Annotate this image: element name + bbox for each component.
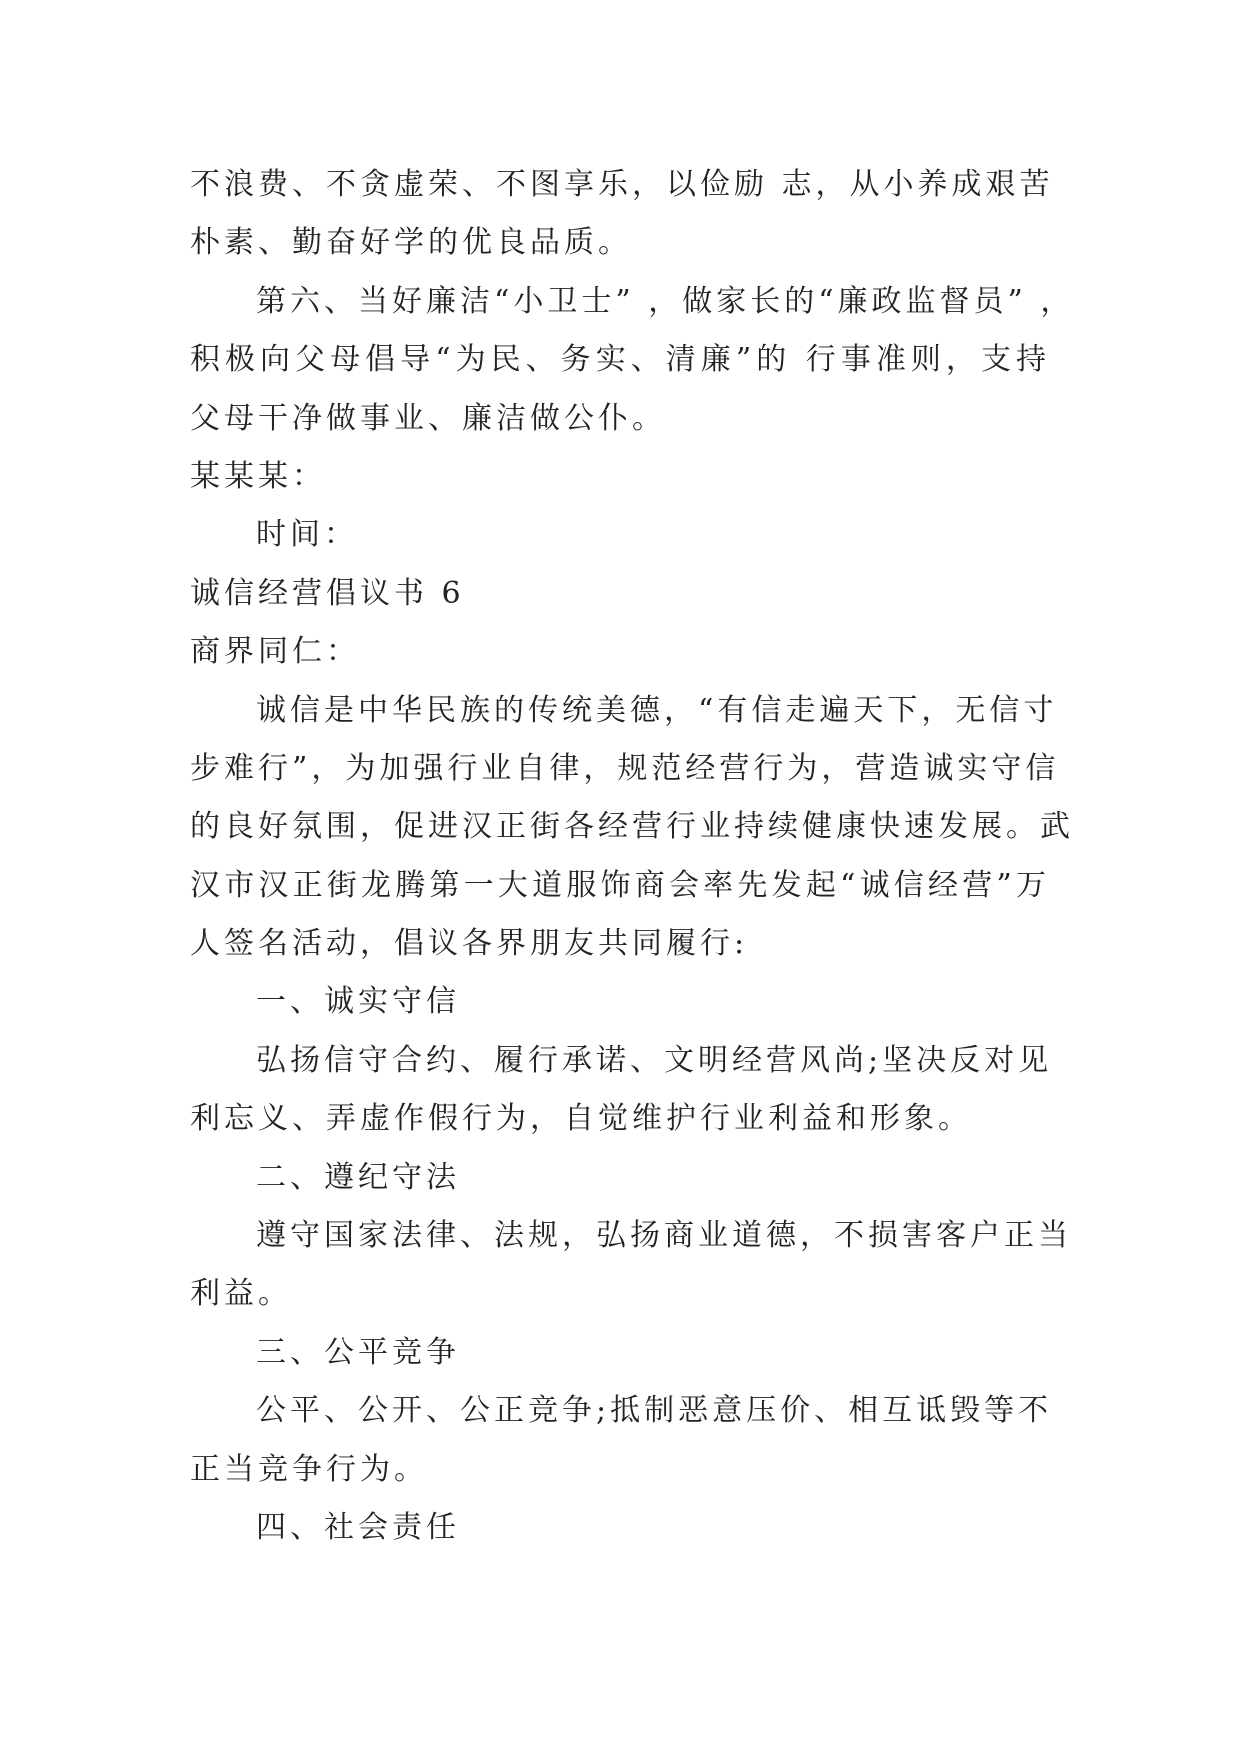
- text-line: 汉市汉正街龙腾第一大道服饰商会率先发起“诚信经营”万: [190, 867, 1050, 903]
- text-line: 一、诚实守信: [256, 984, 460, 1020]
- text-line: 利忘义、弄虚作假行为，自觉维护行业利益和形象。: [190, 1101, 972, 1137]
- text-line: 人签名活动，倡议各界朋友共同履行:: [190, 926, 749, 962]
- text-line: 遵守国家法律、法规，弘扬商业道德，不损害客户正当: [256, 1218, 1072, 1254]
- text-line: 父母干净做事业、廉洁做公仆。: [190, 400, 666, 436]
- text-line: 步难行”，为加强行业自律，规范经营行为，营造诚实守信: [190, 750, 1060, 786]
- text-line: 积极向父母倡导“为民、务实、清廉”的 行事准则，支持: [190, 342, 1050, 378]
- text-line: 诚信是中华民族的传统美德，“有信走遍天下，无信寸: [256, 692, 1058, 728]
- text-line: 正当竞争行为。: [190, 1451, 428, 1487]
- text-line: 的良好氛围，促进汉正街各经营行业持续健康快速发展。武: [190, 809, 1074, 845]
- text-line: 时间：: [256, 517, 358, 553]
- text-line: 公平、公开、公正竞争;抵制恶意压价、相互诋毁等不: [256, 1393, 1053, 1429]
- text-line: 不浪费、不贪虚荣、不图享乐，以俭励 志，从小养成艰苦: [190, 167, 1054, 202]
- text-line: 利益。: [190, 1276, 292, 1312]
- text-line: 二、遵纪守法: [256, 1159, 460, 1195]
- text-line: 朴素、勤奋好学的优良品质。: [190, 225, 632, 261]
- text-line: 三、公平竞争: [256, 1334, 460, 1370]
- text-line: 商界同仁：: [190, 634, 360, 670]
- document-body: [190, 156, 1075, 1557]
- text-line: 诚信经营倡议书 6: [190, 575, 465, 611]
- text-line: 第六、当好廉洁“小卫士” ，做家长的“廉政监督员” ，: [256, 283, 1075, 319]
- text-line: 四、社会责任: [256, 1509, 460, 1545]
- text-line: 弘扬信守合约、履行承诺、文明经营风尚;坚决反对见: [256, 1042, 1053, 1078]
- text-line: 某某某：: [190, 458, 326, 494]
